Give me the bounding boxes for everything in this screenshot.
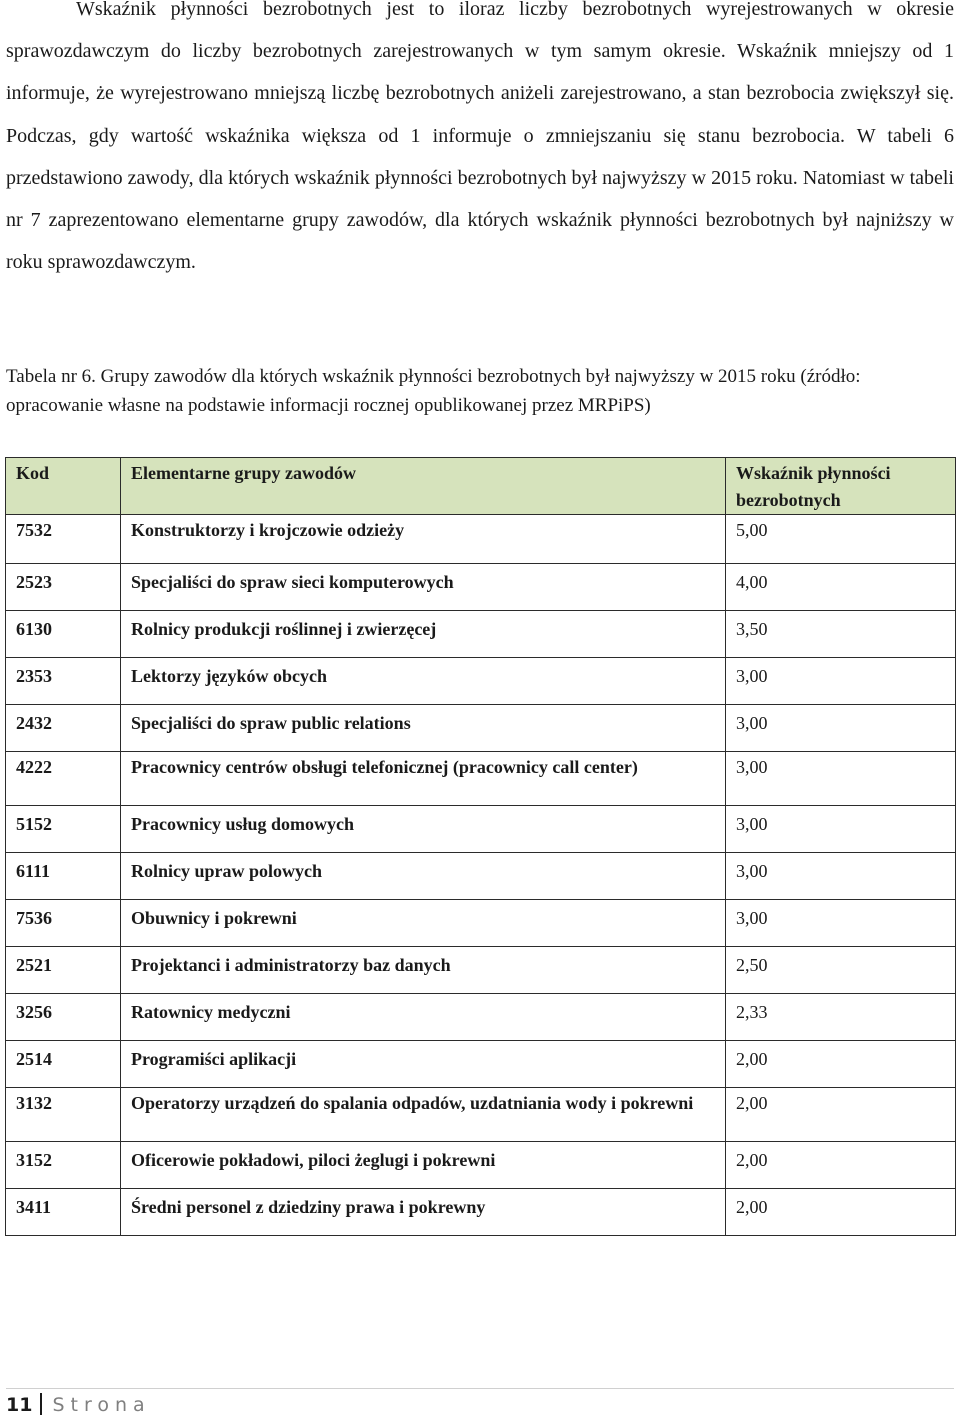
code-cell: 3411 xyxy=(6,1189,121,1236)
index-cell: 3,50 xyxy=(726,611,956,658)
occupation-cell: Pracownicy centrów obsługi telefonicznej (pracownicy call center) xyxy=(121,752,726,806)
occupation-cell: Projektanci i administratorzy baz danych xyxy=(121,947,726,994)
occupation-cell: Rolnicy produkcji roślinnej i zwierzęcej xyxy=(121,611,726,658)
code-cell: 6130 xyxy=(6,611,121,658)
page-number: 11 xyxy=(6,1394,33,1416)
table-row xyxy=(6,1088,956,1142)
page-footer xyxy=(6,1388,954,1416)
index-cell: 2,50 xyxy=(726,947,956,994)
table-row xyxy=(6,1041,956,1088)
header-occupation-group: Elementarne grupy zawodów xyxy=(121,458,726,515)
table-row xyxy=(6,900,956,947)
page-label: Strona xyxy=(52,1394,151,1416)
table-row xyxy=(6,705,956,752)
table-header-row xyxy=(6,458,956,515)
body-paragraph xyxy=(6,0,954,283)
code-cell: 5152 xyxy=(6,806,121,853)
code-cell: 2521 xyxy=(6,947,121,994)
code-cell: 2523 xyxy=(6,564,121,611)
table-row xyxy=(6,853,956,900)
index-cell: 3,00 xyxy=(726,658,956,705)
code-cell: 2353 xyxy=(6,658,121,705)
table-row xyxy=(6,947,956,994)
table-row xyxy=(6,658,956,705)
occupation-cell: Lektorzy języków obcych xyxy=(121,658,726,705)
code-cell: 3152 xyxy=(6,1142,121,1189)
code-cell: 3256 xyxy=(6,994,121,1041)
occupation-cell: Specjaliści do spraw public relations xyxy=(121,705,726,752)
occupation-cell: Rolnicy upraw polowych xyxy=(121,853,726,900)
code-cell: 2432 xyxy=(6,705,121,752)
occupation-cell: Obuwnicy i pokrewni xyxy=(121,900,726,947)
header-code: Kod xyxy=(6,458,121,515)
table-body xyxy=(6,515,956,1236)
code-cell: 7532 xyxy=(6,515,121,564)
header-liquidity-index: Wskaźnik płynności bezrobotnych xyxy=(726,458,956,515)
footer-separator xyxy=(40,1393,42,1415)
index-cell: 3,00 xyxy=(726,752,956,806)
table-row xyxy=(6,1142,956,1189)
index-cell: 2,00 xyxy=(726,1088,956,1142)
index-cell: 5,00 xyxy=(726,515,956,564)
table-row xyxy=(6,611,956,658)
table-row xyxy=(6,564,956,611)
code-cell: 2514 xyxy=(6,1041,121,1088)
occupation-cell: Programiści aplikacji xyxy=(121,1041,726,1088)
code-cell: 4222 xyxy=(6,752,121,806)
index-cell: 3,00 xyxy=(726,705,956,752)
occupation-cell: Konstruktorzy i krojczowie odzieży xyxy=(121,515,726,564)
table-row xyxy=(6,752,956,806)
index-cell: 2,00 xyxy=(726,1041,956,1088)
occupations-table xyxy=(5,457,956,1236)
index-cell: 4,00 xyxy=(726,564,956,611)
index-cell: 2,00 xyxy=(726,1142,956,1189)
paragraph-text: Wskaźnik płynności bezrobotnych jest to iloraz liczby bezrobotnych wyrejestrowanych w okresie sprawozdawczym do liczby bezrobotnych zarejestrowanych w tym samym okresie. Wskaźnik mniejszy od 1 informuje, że wyrejestrowano mniejszą liczbę bezrobotnych aniżeli zarejestrowano, a stan bezrobocia zwiększył się. Podczas, gdy wartość wskaźnika większa od 1 informuje o zmniejszaniu się stanu bezrobocia. W tabeli 6 przedstawiono zawody, dla których wskaźnik płynności bezrobotnych był najwyższy w 2015 roku. Natomiast w tabeli nr 7 zaprezentowano elementarne grupy zawodów, dla których wskaźnik płynności bezrobotnych był najniższy w roku sprawozdawczym. xyxy=(6,0,954,274)
index-cell: 3,00 xyxy=(726,806,956,853)
index-cell: 3,00 xyxy=(726,853,956,900)
index-cell: 2,00 xyxy=(726,1189,956,1236)
occupation-cell: Pracownicy usług domowych xyxy=(121,806,726,853)
table-caption: Tabela nr 6. Grupy zawodów dla których wskaźnik płynności bezrobotnych był najwyższy w 2015 roku (źródło: opracowanie własne na podstawie informacji rocznej opublikowanej przez MRPiPS) xyxy=(6,366,861,416)
occupation-cell: Specjaliści do spraw sieci komputerowych xyxy=(121,564,726,611)
table-row xyxy=(6,1189,956,1236)
occupation-cell: Ratownicy medyczni xyxy=(121,994,726,1041)
code-cell: 6111 xyxy=(6,853,121,900)
occupation-cell: Oficerowie pokładowi, piloci żeglugi i pokrewni xyxy=(121,1142,726,1189)
code-cell: 3132 xyxy=(6,1088,121,1142)
occupation-cell: Operatorzy urządzeń do spalania odpadów, uzdatniania wody i pokrewni xyxy=(121,1088,726,1142)
occupation-cell: Średni personel z dziedziny prawa i pokrewny xyxy=(121,1189,726,1236)
index-cell: 2,33 xyxy=(726,994,956,1041)
table-row xyxy=(6,515,956,564)
index-cell: 3,00 xyxy=(726,900,956,947)
table-row xyxy=(6,806,956,853)
table-row xyxy=(6,994,956,1041)
code-cell: 7536 xyxy=(6,900,121,947)
